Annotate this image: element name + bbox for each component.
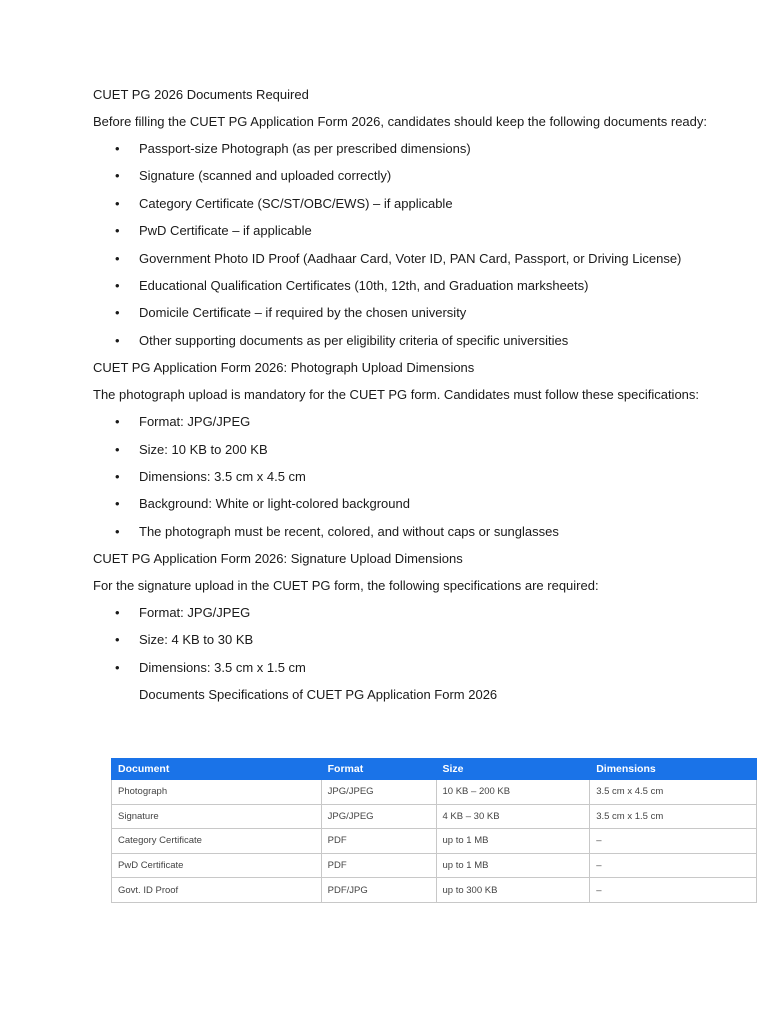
section-heading: CUET PG 2026 Documents Required xyxy=(93,87,309,102)
list-item: • Dimensions: 3.5 cm x 4.5 cm xyxy=(93,468,733,486)
documents-spec-table xyxy=(111,758,757,903)
table-cell: Category Certificate xyxy=(112,829,322,854)
list-item: • Other supporting documents as per eligibility criteria of specific universities xyxy=(93,332,733,350)
table-cell: 10 KB – 200 KB xyxy=(436,780,590,805)
section-intro: The photograph upload is mandatory for the CUET PG form. Candidates must follow these specifications: xyxy=(93,387,700,403)
table-cell: JPG/JPEG xyxy=(321,780,436,805)
list-item: • Format: JPG/JPEG xyxy=(93,413,733,431)
document-body xyxy=(93,86,733,716)
table-row xyxy=(112,780,757,805)
table-row xyxy=(112,878,757,903)
photograph-spec-list xyxy=(93,413,733,541)
table-cell: up to 300 KB xyxy=(436,878,590,903)
list-item: • Dimensions: 3.5 cm x 1.5 cm xyxy=(93,659,733,677)
list-item: • Educational Qualification Certificates (10th, 12th, and Graduation marksheets) xyxy=(93,277,733,295)
section-intro: For the signature upload in the CUET PG form, the following specifications are required: xyxy=(93,578,599,594)
table-cell: up to 1 MB xyxy=(436,853,590,878)
documents-list xyxy=(93,140,733,350)
section-heading: CUET PG Application Form 2026: Photograph Upload Dimensions xyxy=(93,360,475,376)
table-cell: up to 1 MB xyxy=(436,829,590,854)
table-row xyxy=(112,804,757,829)
table-cell: 4 KB – 30 KB xyxy=(436,804,590,829)
list-item: • Size: 10 KB to 200 KB xyxy=(93,441,733,459)
list-item: • PwD Certificate – if applicable xyxy=(93,222,733,240)
list-item: • The photograph must be recent, colored, and without caps or sunglasses xyxy=(93,523,733,541)
table-header-row xyxy=(112,759,757,780)
list-item: • Government Photo ID Proof (Aadhaar Card, Voter ID, PAN Card, Passport, or Driving License) xyxy=(93,250,733,268)
list-item: • Signature (scanned and uploaded correctly) xyxy=(93,167,733,185)
table-cell: – xyxy=(590,829,757,854)
table-cell: Signature xyxy=(112,804,322,829)
table-row xyxy=(112,853,757,878)
section-intro: Before filling the CUET PG Application Form 2026, candidates should keep the following documents ready: xyxy=(93,114,707,129)
list-item: • Category Certificate (SC/ST/OBC/EWS) – if applicable xyxy=(93,195,733,213)
list-item: • Format: JPG/JPEG xyxy=(93,604,733,622)
table-cell: PDF xyxy=(321,853,436,878)
column-header-document: Document xyxy=(112,759,322,780)
list-item: • Background: White or light-colored background xyxy=(93,495,733,513)
table-cell: Photograph xyxy=(112,780,322,805)
column-header-size: Size xyxy=(436,759,590,780)
list-item: • Passport-size Photograph (as per prescribed dimensions) xyxy=(93,140,733,158)
column-header-dimensions: Dimensions xyxy=(590,759,757,780)
table-title: Documents Specifications of CUET PG Application Form 2026 xyxy=(139,687,498,703)
table-cell: 3.5 cm x 1.5 cm xyxy=(590,804,757,829)
column-header-format: Format xyxy=(321,759,436,780)
table-row xyxy=(112,829,757,854)
table-cell: PDF xyxy=(321,829,436,854)
signature-spec-list xyxy=(93,604,733,677)
section-heading: CUET PG Application Form 2026: Signature Upload Dimensions xyxy=(93,551,463,567)
table-cell: JPG/JPEG xyxy=(321,804,436,829)
table-cell: – xyxy=(590,853,757,878)
table-cell: Govt. ID Proof xyxy=(112,878,322,903)
table-cell: PwD Certificate xyxy=(112,853,322,878)
list-item: • Domicile Certificate – if required by the chosen university xyxy=(93,304,733,322)
table-cell: 3.5 cm x 4.5 cm xyxy=(590,780,757,805)
list-item: • Size: 4 KB to 30 KB xyxy=(93,631,733,649)
table-cell: – xyxy=(590,878,757,903)
table-cell: PDF/JPG xyxy=(321,878,436,903)
